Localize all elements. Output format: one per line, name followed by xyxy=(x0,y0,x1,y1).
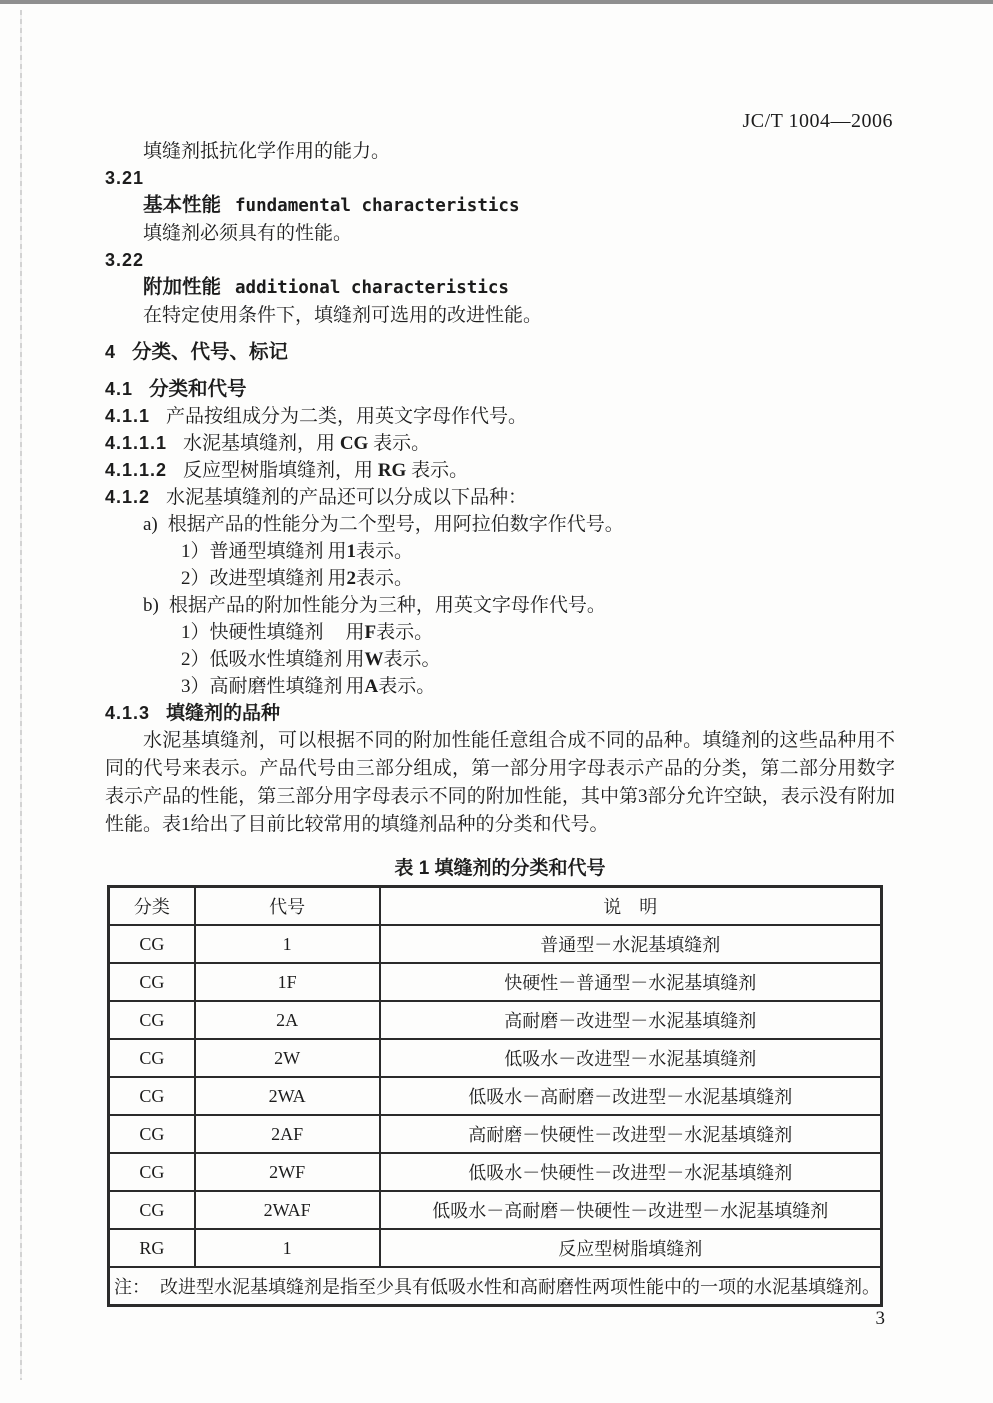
list-marker: 3） xyxy=(181,676,210,697)
section-number: 4 xyxy=(105,342,117,362)
usage-text: 表示。 xyxy=(356,568,414,589)
list-item-a xyxy=(105,511,895,538)
clause-number: 4.1.3 xyxy=(105,703,151,723)
section-title: 分类、代号、标记 xyxy=(132,341,289,363)
table-header-row xyxy=(109,887,882,926)
cell-description: 高耐磨－快硬性－改进型－水泥基填缝剂 xyxy=(380,1115,882,1153)
list-marker: a) xyxy=(143,514,158,535)
cell-code: 1F xyxy=(195,963,380,1001)
table-row xyxy=(109,1039,882,1077)
scan-top-edge xyxy=(0,0,993,4)
list-item-a-2 xyxy=(105,565,895,592)
cell-description: 低吸水－快硬性－改进型－水泥基填缝剂 xyxy=(380,1153,882,1191)
list-item-a-1 xyxy=(105,538,895,565)
column-header-code: 代号 xyxy=(195,887,380,926)
usage-text: 用 xyxy=(345,649,365,670)
table-row xyxy=(109,963,882,1001)
cell-classification: CG xyxy=(109,963,195,1001)
scan-artifact-line xyxy=(20,10,22,1380)
cell-description: 反应型树脂填缝剂 xyxy=(380,1229,882,1267)
cell-classification: CG xyxy=(109,1077,195,1115)
table-row xyxy=(109,1191,882,1229)
cell-description: 快硬性－普通型－水泥基填缝剂 xyxy=(380,963,882,1001)
cell-code: 2WF xyxy=(195,1153,380,1191)
clause-4-1-1-1 xyxy=(105,430,895,457)
cell-code: 1 xyxy=(195,925,380,963)
clause-number-3-22: 3.22 xyxy=(105,250,145,270)
code-cg: CG xyxy=(339,433,369,454)
cell-description: 普通型－水泥基填缝剂 xyxy=(380,925,882,963)
column-header-classification: 分类 xyxy=(109,887,195,926)
grout-type-label: 低吸水性填缝剂 xyxy=(209,649,343,670)
list-text: 根据产品的性能分为二个型号，用阿拉伯数字作代号。 xyxy=(167,514,624,535)
clause-4-1-1-2 xyxy=(105,457,895,484)
cell-description: 高耐磨－改进型－水泥基填缝剂 xyxy=(380,1001,882,1039)
term-en: additional characteristics xyxy=(235,278,509,298)
list-item-b-1 xyxy=(105,619,895,646)
section-title: 分类和代号 xyxy=(149,378,247,400)
term-definition: 在特定使用条件下，填缝剂可选用的改进性能。 xyxy=(143,305,543,326)
cell-description: 低吸水－高耐磨－快硬性－改进型－水泥基填缝剂 xyxy=(380,1191,882,1229)
cell-code: 2W xyxy=(195,1039,380,1077)
clause-4-1-2 xyxy=(105,484,895,511)
clause-text: 表示。 xyxy=(368,433,431,454)
clause-number: 4.1.2 xyxy=(105,487,151,507)
code-1: 1 xyxy=(346,541,357,562)
clause-number-3-21: 3.21 xyxy=(105,168,145,188)
clause-4-1-1 xyxy=(105,403,895,430)
table-row xyxy=(109,925,882,963)
term-en: fundamental characteristics xyxy=(235,196,520,216)
document-code: JC/T 1004—2006 xyxy=(742,110,893,132)
body-paragraph: 水泥基填缝剂，可以根据不同的附加性能任意组合成不同的品种。填缝剂的这些品种用不同的代号来表示。产品代号由三部分组成，第一部分用字母表示产品的分类，第二部分用数字表示产品的性能，第三部分用字母表示不同的附加性能，其中第3部分允许空缺，表示没有附加性能。表1给出了目前比较常用的填缝剂品种的分类和代号。 xyxy=(105,730,895,835)
list-item-b-2 xyxy=(105,646,895,673)
code-a: A xyxy=(364,676,379,697)
cell-code: 2AF xyxy=(195,1115,380,1153)
table-row xyxy=(109,1229,882,1267)
usage-text: 用 xyxy=(345,676,365,697)
list-marker: 2） xyxy=(181,568,210,589)
usage-text: 用 xyxy=(345,622,365,643)
clause-text: 产品按组成分为二类，用英文字母作代号。 xyxy=(166,406,528,427)
usage-text: 用 xyxy=(327,541,347,562)
grout-type-label: 普通型填缝剂 xyxy=(209,541,324,562)
page-number: 3 xyxy=(875,1308,885,1329)
usage-text: 用 xyxy=(327,568,347,589)
table-note-row xyxy=(109,1267,882,1306)
clause-320-tail-text: 填缝剂抵抗化学作用的能力。 xyxy=(143,141,391,162)
cell-description: 低吸水－高耐磨－改进型－水泥基填缝剂 xyxy=(380,1077,882,1115)
term-heading-basic-performance xyxy=(105,192,895,220)
cell-classification: CG xyxy=(109,1039,195,1077)
cell-code: 2WAF xyxy=(195,1191,380,1229)
grout-type-label: 快硬性填缝剂 xyxy=(209,622,324,643)
cell-classification: CG xyxy=(109,1191,195,1229)
list-marker: 1） xyxy=(181,541,210,562)
code-2: 2 xyxy=(346,568,357,589)
table1 xyxy=(107,885,883,1307)
term-zh: 附加性能 xyxy=(143,276,222,298)
list-text: 根据产品的附加性能分为三种，用英文字母作代号。 xyxy=(168,595,606,616)
usage-text: 表示。 xyxy=(378,676,436,697)
cell-code: 1 xyxy=(195,1229,380,1267)
code-f: F xyxy=(364,622,377,643)
cell-classification: CG xyxy=(109,1115,195,1153)
section-4-1-heading xyxy=(105,376,895,403)
list-item-b xyxy=(105,592,895,619)
clause-number: 4.1.1.2 xyxy=(105,460,168,480)
table-note-cell xyxy=(109,1267,882,1306)
clause-title: 填缝剂的品种 xyxy=(166,703,281,724)
clause-text: 表示。 xyxy=(406,460,469,481)
section-number: 4.1 xyxy=(105,379,134,399)
list-marker: 1） xyxy=(181,622,210,643)
grout-type-label: 高耐磨性填缝剂 xyxy=(209,676,343,697)
cell-classification: CG xyxy=(109,1001,195,1039)
grout-type-label: 改进型填缝剂 xyxy=(209,568,324,589)
table1-body xyxy=(109,925,882,1267)
usage-text: 表示。 xyxy=(356,541,414,562)
code-w: W xyxy=(364,649,384,670)
clause-text: 水泥基填缝剂，用 xyxy=(183,433,340,454)
usage-text: 表示。 xyxy=(376,622,434,643)
cell-classification: CG xyxy=(109,1153,195,1191)
term-heading-additional-performance xyxy=(105,274,895,302)
table1-caption: 表 1 填缝剂的分类和代号 xyxy=(394,858,606,879)
page-content xyxy=(105,138,895,1307)
table-row xyxy=(109,1153,882,1191)
clause-text: 水泥基填缝剂的产品还可以分成以下品种： xyxy=(166,487,528,508)
cell-code: 2A xyxy=(195,1001,380,1039)
clause-4-1-3-heading xyxy=(105,700,895,727)
cell-code: 2WA xyxy=(195,1077,380,1115)
list-item-b-3 xyxy=(105,673,895,700)
note-text: 改进型水泥基填缝剂是指至少具有低吸水性和高耐磨性两项性能中的一项的水泥基填缝剂。 xyxy=(160,1277,880,1297)
table-row xyxy=(109,1077,882,1115)
page-header xyxy=(105,110,893,133)
term-definition: 填缝剂必须具有的性能。 xyxy=(143,223,353,244)
table-row xyxy=(109,1001,882,1039)
clause-text: 反应型树脂填缝剂，用 xyxy=(183,460,378,481)
note-label: 注： xyxy=(114,1277,150,1297)
code-rg: RG xyxy=(377,460,407,481)
cell-classification: CG xyxy=(109,925,195,963)
list-marker: 2） xyxy=(181,649,210,670)
clause-number: 4.1.1.1 xyxy=(105,433,168,453)
table-row xyxy=(109,1115,882,1153)
list-marker: b) xyxy=(143,595,159,616)
cell-classification: RG xyxy=(109,1229,195,1267)
usage-text: 表示。 xyxy=(383,649,441,670)
column-header-description: 说 明 xyxy=(380,887,882,926)
term-zh: 基本性能 xyxy=(143,194,222,216)
section-4-heading xyxy=(105,339,895,366)
clause-number: 4.1.1 xyxy=(105,406,151,426)
cell-description: 低吸水－改进型－水泥基填缝剂 xyxy=(380,1039,882,1077)
